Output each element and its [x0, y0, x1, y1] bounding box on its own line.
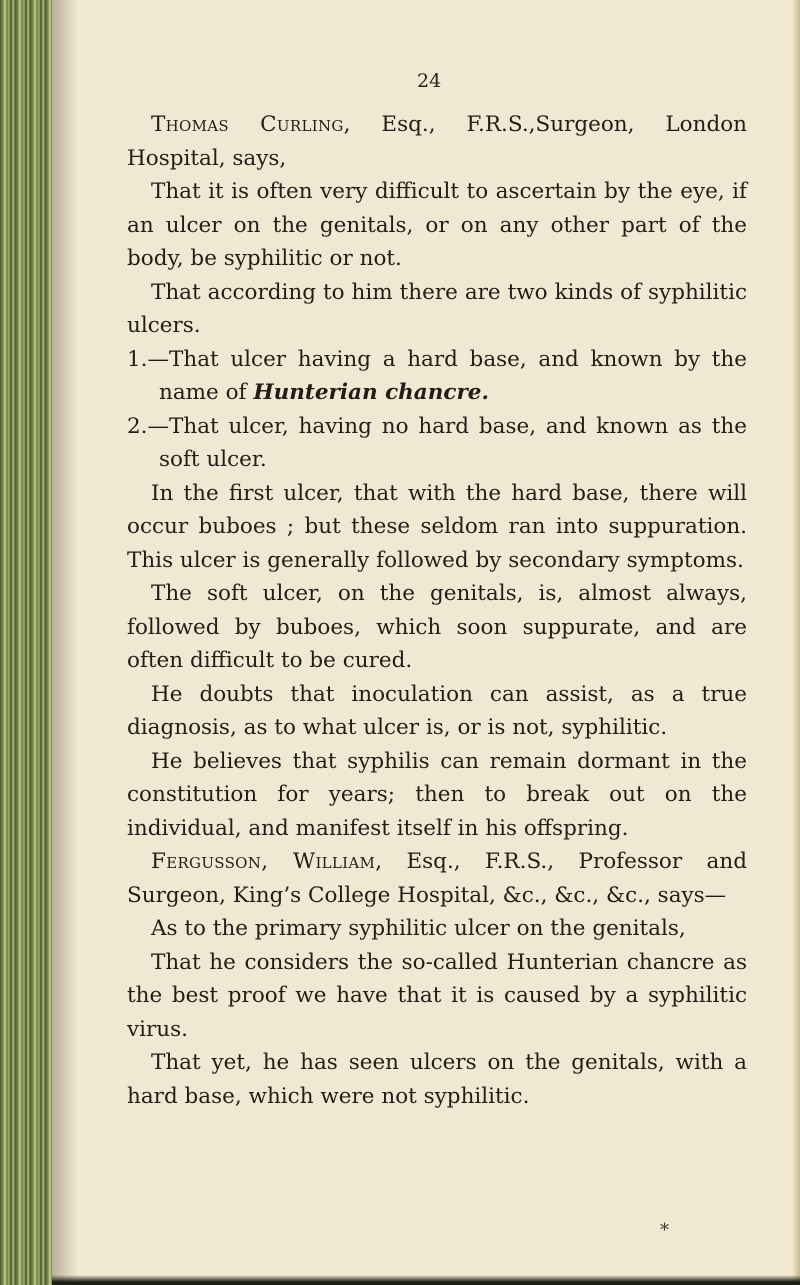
paragraph-curling-statement-2: That according to him there are two kinds of syphilitic ulcers. — [127, 279, 747, 338]
book-binding-edge — [0, 0, 52, 1285]
paragraph-dormant-belief: He believes that syphilis can remain dormant in the constitution for years; then to break out on the individual, and manifest itself in his offspring. — [127, 748, 747, 841]
gutter-shadow — [52, 0, 78, 1285]
paragraph-fergusson-statement-1: As to the primary syphilitic ulcer on the genitals, — [151, 916, 686, 941]
text-before-italic: 1.—That ulcer having a hard base, and known by the name of — [127, 346, 747, 405]
author-credentials: , Esq., F.R.S.,Surgeon, London Hospital, says, — [127, 112, 747, 171]
paragraph-fergusson-statement-3: That yet, he has seen ulcers on the genitals, with a hard base, which were not syphilitic. — [127, 1050, 747, 1109]
paragraph-inoculation-doubt: He doubts that inoculation can assist, as a true diagnosis, as to what ulcer is, or is not, syphilitic. — [127, 681, 747, 740]
paragraph-curling-intro — [127, 108, 747, 175]
paragraph-fergusson-intro — [127, 845, 747, 912]
author-credentials: , Esq., F.R.S., Professor and Surgeon, King’s College Hospital, &c., &c., &c., says— — [127, 849, 747, 908]
page-body — [127, 108, 747, 1113]
author-name: Thomas Curling — [151, 112, 344, 137]
paragraph-fergusson-statement-2: That he considers the so-called Hunterian chancre as the best proof we have that it is caused by a syphilitic virus. — [127, 949, 747, 1042]
page-bottom-edge — [52, 1275, 800, 1285]
paragraph-ulcer-kind-1 — [127, 343, 747, 410]
paragraph-soft-ulcer-description: The soft ulcer, on the genitals, is, almost always, followed by buboes, which soon suppurate, and are often difficult to be cured. — [127, 581, 747, 673]
stray-printer-mark: * — [660, 1220, 669, 1241]
page-right-edge — [792, 0, 800, 1285]
paragraph-first-ulcer-description: In the first ulcer, that with the hard base, there will occur buboes ; but these seldom ran into suppuration. This ulcer is generally followed by secondary symptoms. — [127, 480, 747, 573]
author-name: Fergusson, William — [151, 849, 376, 874]
italic-term: Hunterian chancre. — [253, 380, 489, 405]
paragraph-ulcer-kind-2: 2.—That ulcer, having no hard base, and known as the soft ulcer. — [127, 413, 747, 472]
page-number: 24 — [417, 70, 442, 92]
paragraph-curling-statement-1: That it is often very difficult to ascertain by the eye, if an ulcer on the genitals, or on any other part of the body, be syphilitic or not. — [127, 179, 747, 271]
